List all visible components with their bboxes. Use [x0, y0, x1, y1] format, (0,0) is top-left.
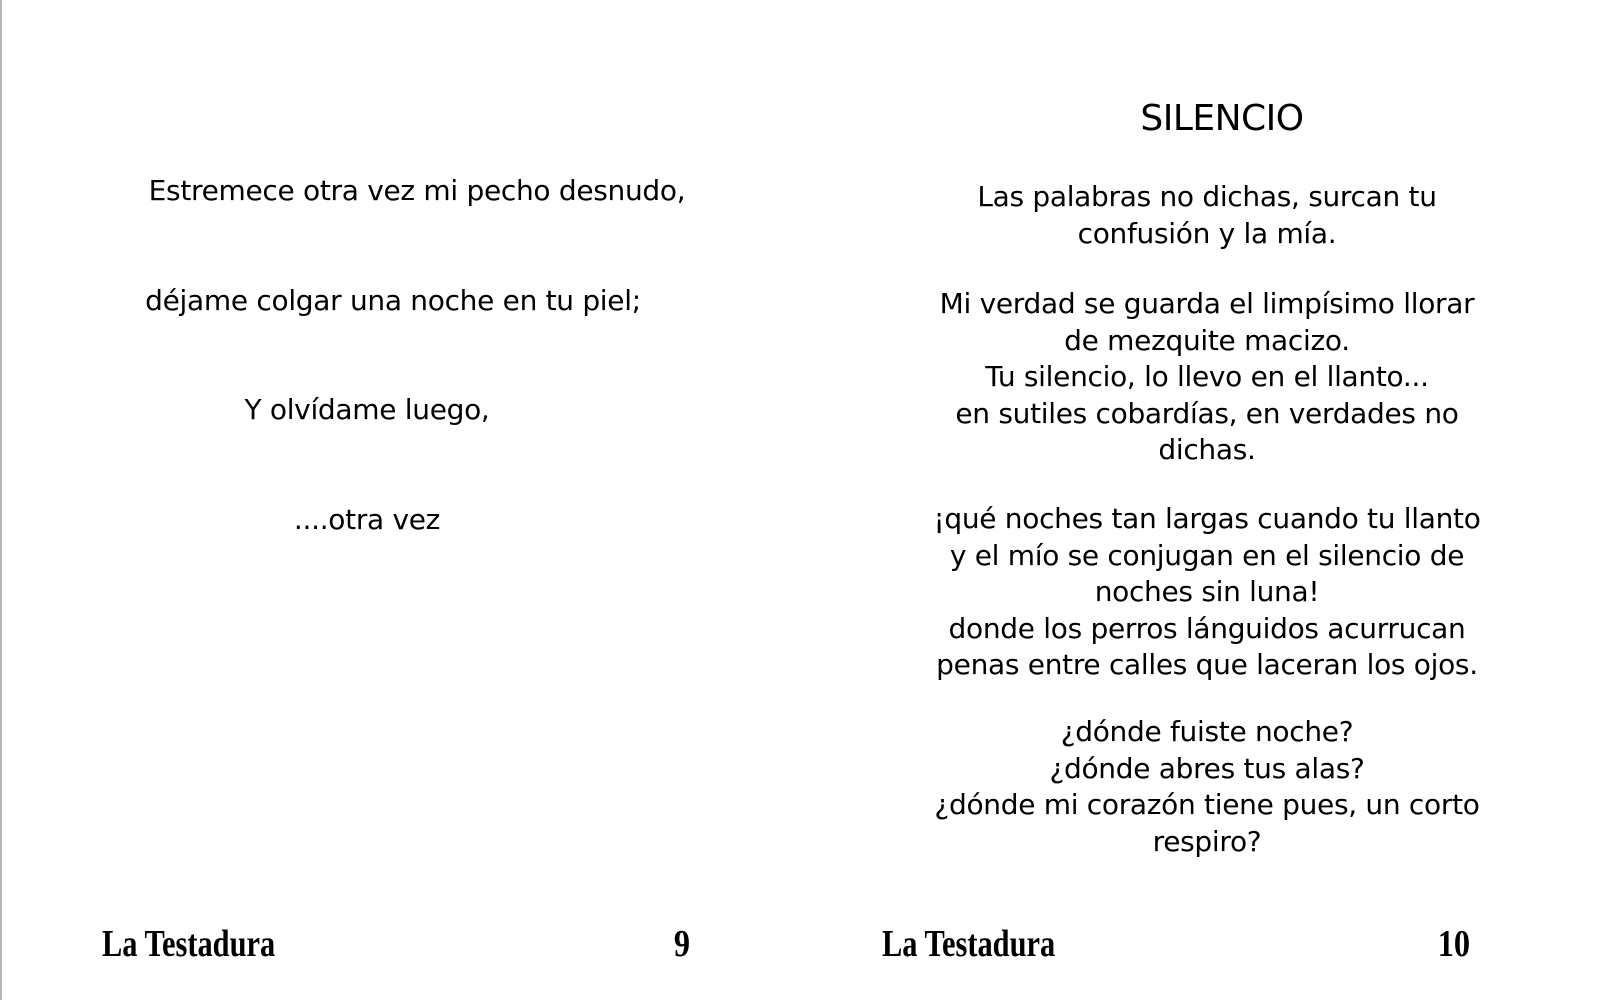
- poem-line: dichas.: [1158, 433, 1256, 466]
- footer-book-title: La Testadura: [102, 923, 276, 965]
- poem-line: ¿dónde abres tus alas?: [1049, 751, 1365, 785]
- left-poem: [132, 100, 702, 611]
- stanza-3: [897, 501, 1517, 684]
- poem-line: respiro?: [1152, 824, 1262, 858]
- poem-line: ¿dónde mi corazón tiene pues, un corto: [934, 788, 1480, 821]
- left-page: [2, 0, 802, 1000]
- poem-line: Tu silencio, lo llevo en el llanto...: [985, 360, 1429, 393]
- poem-line: noches sin luna!: [1094, 575, 1320, 608]
- stanza-2: [897, 286, 1517, 469]
- stanza-4: [897, 714, 1517, 860]
- poem-line: en sutiles cobardías, en verdades no: [955, 396, 1459, 430]
- poem-line: Mi verdad se guarda el limpísimo llorar: [939, 287, 1475, 320]
- poem-line: ....otra vez: [293, 502, 441, 536]
- footer-book-title: La Testadura: [882, 923, 1056, 965]
- poem-line: déjame colgar una noche en tu piel;: [145, 283, 641, 317]
- poem-line: confusión y la mía.: [1077, 216, 1337, 250]
- poem-line: Estremece otra vez mi pecho desnudo,: [148, 174, 686, 207]
- poem-line: ¿dónde fuiste noche?: [1060, 715, 1354, 748]
- page-number: 10: [1437, 923, 1470, 965]
- poem-title: SILENCIO: [1140, 98, 1304, 139]
- page-number: 9: [673, 923, 690, 965]
- poem-line: Las palabras no dichas, surcan tu: [977, 180, 1437, 213]
- poem-line: y el mío se conjugan en el silencio de: [949, 538, 1465, 572]
- poem-line: donde los perros lánguidos acurrucan: [948, 611, 1466, 645]
- poem-line: de mezquite macizo.: [1064, 323, 1350, 357]
- poem-line: penas entre calles que laceran los ojos.: [936, 648, 1478, 681]
- stanza-1: [897, 179, 1517, 252]
- poem-line: ¡qué noches tan largas cuando tu llanto: [933, 502, 1481, 535]
- poem-line: Y olvídame luego,: [244, 393, 490, 426]
